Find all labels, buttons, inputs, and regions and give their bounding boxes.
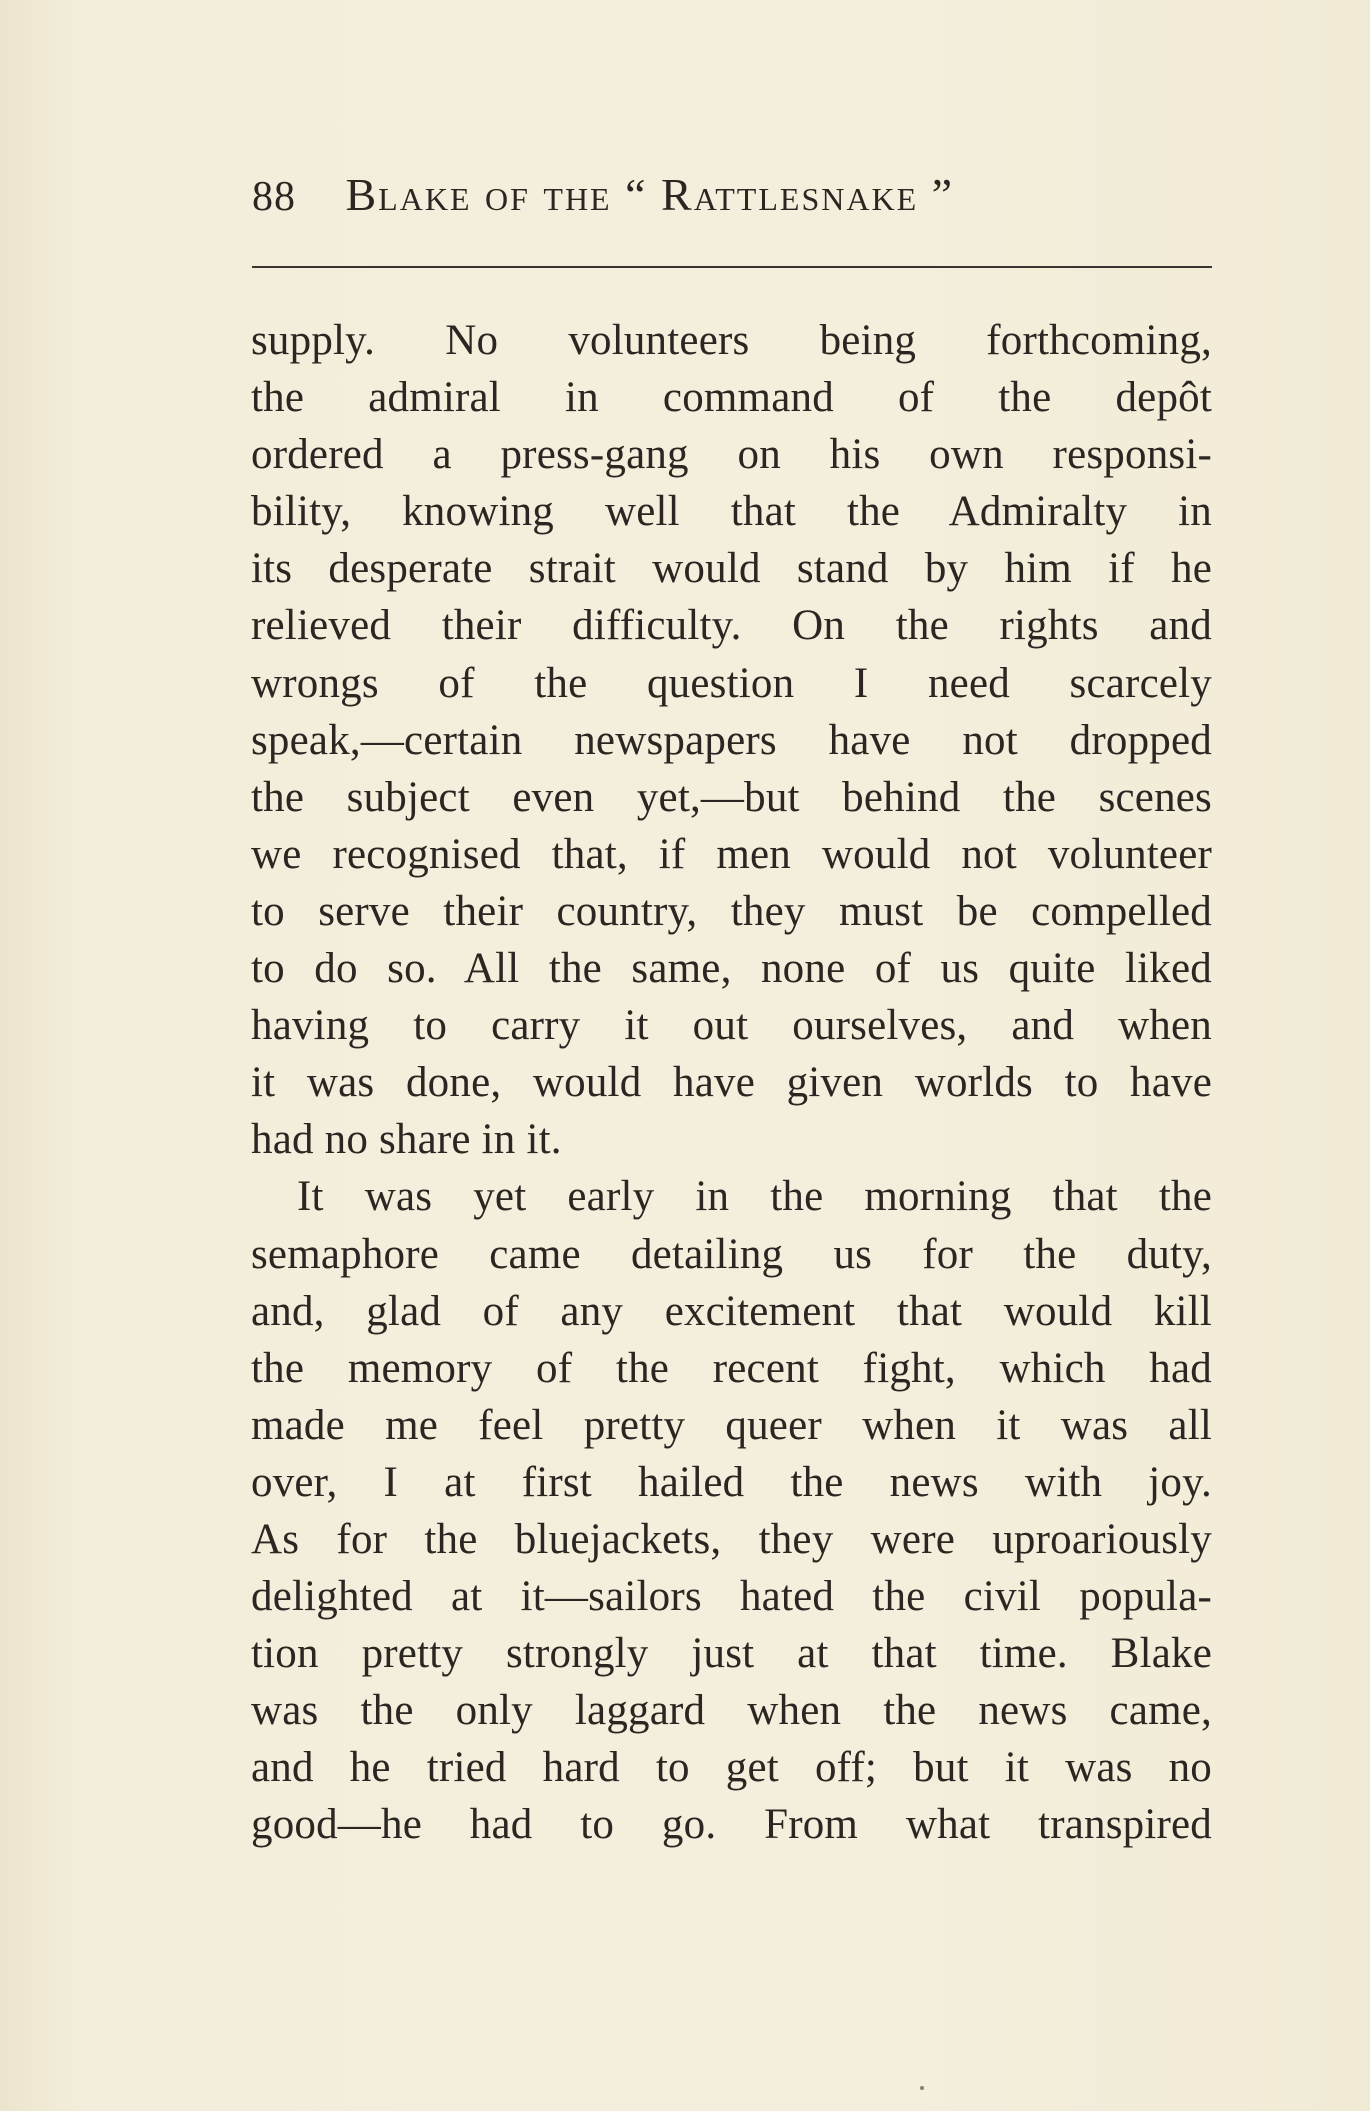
text-line: speak,—certain newspapers have not dropped [251, 716, 1212, 764]
text-line: was the only laggard when the news came, [251, 1687, 1212, 1735]
text-line: As for the bluejackets, they were uproariously [251, 1515, 1212, 1563]
body-text [251, 312, 1212, 1854]
text-line: bility, knowing well that the Admiralty in [251, 488, 1212, 536]
text-line: ordered a press-gang on his own responsi- [251, 431, 1212, 479]
text-line: had no share in it. [251, 1116, 562, 1164]
text-line: supply. No volunteers being forthcoming, [251, 317, 1212, 364]
text-line: delighted at it—sailors hated the civil popula- [251, 1573, 1212, 1621]
header-rule [252, 266, 1212, 268]
text-line: It was yet early in the morning that the [297, 1173, 1212, 1221]
running-title: Blake of the “ Rattlesnake ” [345, 169, 955, 220]
text-line: its desperate strait would stand by him if he [251, 545, 1212, 593]
page-number: 88 [252, 174, 296, 220]
running-head [252, 168, 1212, 228]
text-line: to serve their country, they must be compelled [251, 887, 1212, 935]
text-line: semaphore came detailing us for the duty, [251, 1230, 1212, 1278]
text-line: it was done, would have given worlds to have [251, 1059, 1212, 1107]
paper-speck [920, 2086, 924, 2090]
text-line: to do so. All the same, none of us quite liked [251, 945, 1212, 993]
text-line: having to carry it out ourselves, and when [251, 1002, 1212, 1050]
text-line: we recognised that, if men would not volunteer [251, 830, 1212, 878]
text-line: tion pretty strongly just at that time. Blake [251, 1630, 1212, 1678]
text-line: and, glad of any excitement that would kill [251, 1287, 1212, 1335]
text-line: wrongs of the question I need scarcely [251, 659, 1212, 707]
text-line: good—he had to go. From what transpired [251, 1801, 1212, 1849]
text-line: the admiral in command of the depôt [251, 374, 1212, 422]
text-line: made me feel pretty queer when it was all [251, 1401, 1212, 1449]
text-line: and he tried hard to get off; but it was no [251, 1744, 1212, 1792]
text-line: relieved their difficulty. On the rights and [251, 602, 1212, 650]
text-line: over, I at first hailed the news with joy. [251, 1458, 1212, 1506]
text-line: the subject even yet,—but behind the scenes [251, 773, 1212, 821]
text-line: the memory of the recent fight, which had [251, 1344, 1212, 1392]
